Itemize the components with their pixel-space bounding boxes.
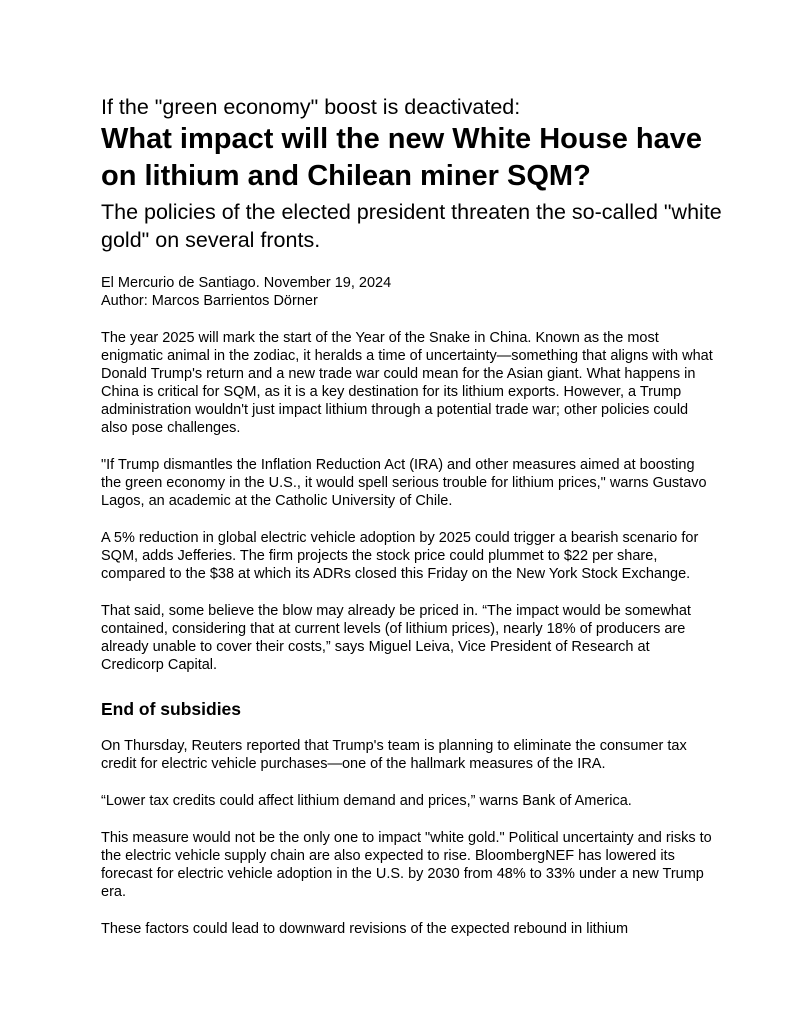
article-page <box>101 94 731 957</box>
article-subhead: The policies of the elected president threaten the so-called "white gold" on several fronts. <box>101 200 722 252</box>
paragraph: On Thursday, Reuters reported that Trump's team is planning to eliminate the consumer tax credit for electric vehicle purchases—one of the hallmark measures of the IRA. <box>101 738 687 772</box>
source-line: El Mercurio de Santiago. November 19, 2024 <box>101 275 392 291</box>
author-line: Author: Marcos Barrientos Dörner <box>101 293 318 309</box>
article-headline: What impact will the new White House have on lithium and Chilean miner SQM? <box>101 123 703 192</box>
article-body <box>101 329 731 938</box>
paragraph: These factors could lead to downward revisions of the expected rebound in lithium <box>101 921 629 937</box>
paragraph: This measure would not be the only one to impact "white gold." Political uncertainty and risks to the electric vehicle supply chain are also expected to rise. BloombergNEF has lowered its forecast for electric vehicle adoption in the U.S. by 2030 from 48% to 33% under a new Trump era. <box>101 830 712 900</box>
paragraph: "If Trump dismantles the Inflation Reduction Act (IRA) and other measures aimed at boosting the green economy in the U.S., it would spell serious trouble for lithium prices," warns Gustavo Lagos, an academic at the Catholic University of Chile. <box>101 457 707 509</box>
article-kicker: If the "green economy" boost is deactivated: <box>101 95 521 119</box>
paragraph: The year 2025 will mark the start of the Year of the Snake in China. Known as the most enigmatic animal in the zodiac, it heralds a time of uncertainty—something that aligns with what Donald Trump's return and a new trade war could mean for the Asian giant. What happens in China is critical for SQM, as it is a key destination for its lithium exports. However, a Trump administration wouldn't just impact lithium through a potential trade war; other policies could also pose challenges. <box>101 330 713 436</box>
paragraph: “Lower tax credits could affect lithium demand and prices,” warns Bank of America. <box>101 793 632 809</box>
paragraph: That said, some believe the blow may already be priced in. “The impact would be somewhat contained, considering that at current levels (of lithium prices), nearly 18% of producers are already unable to cover their costs,” says Miguel Leiva, Vice President of Research at Credicorp Capital. <box>101 603 691 673</box>
article-meta <box>101 274 731 310</box>
section-heading: End of subsidies <box>101 699 242 719</box>
paragraph: A 5% reduction in global electric vehicle adoption by 2025 could trigger a bearish scenario for SQM, adds Jefferies. The firm projects the stock price could plummet to $22 per share, compared to the $38 at which its ADRs closed this Friday on the New York Stock Exchange. <box>101 530 699 582</box>
